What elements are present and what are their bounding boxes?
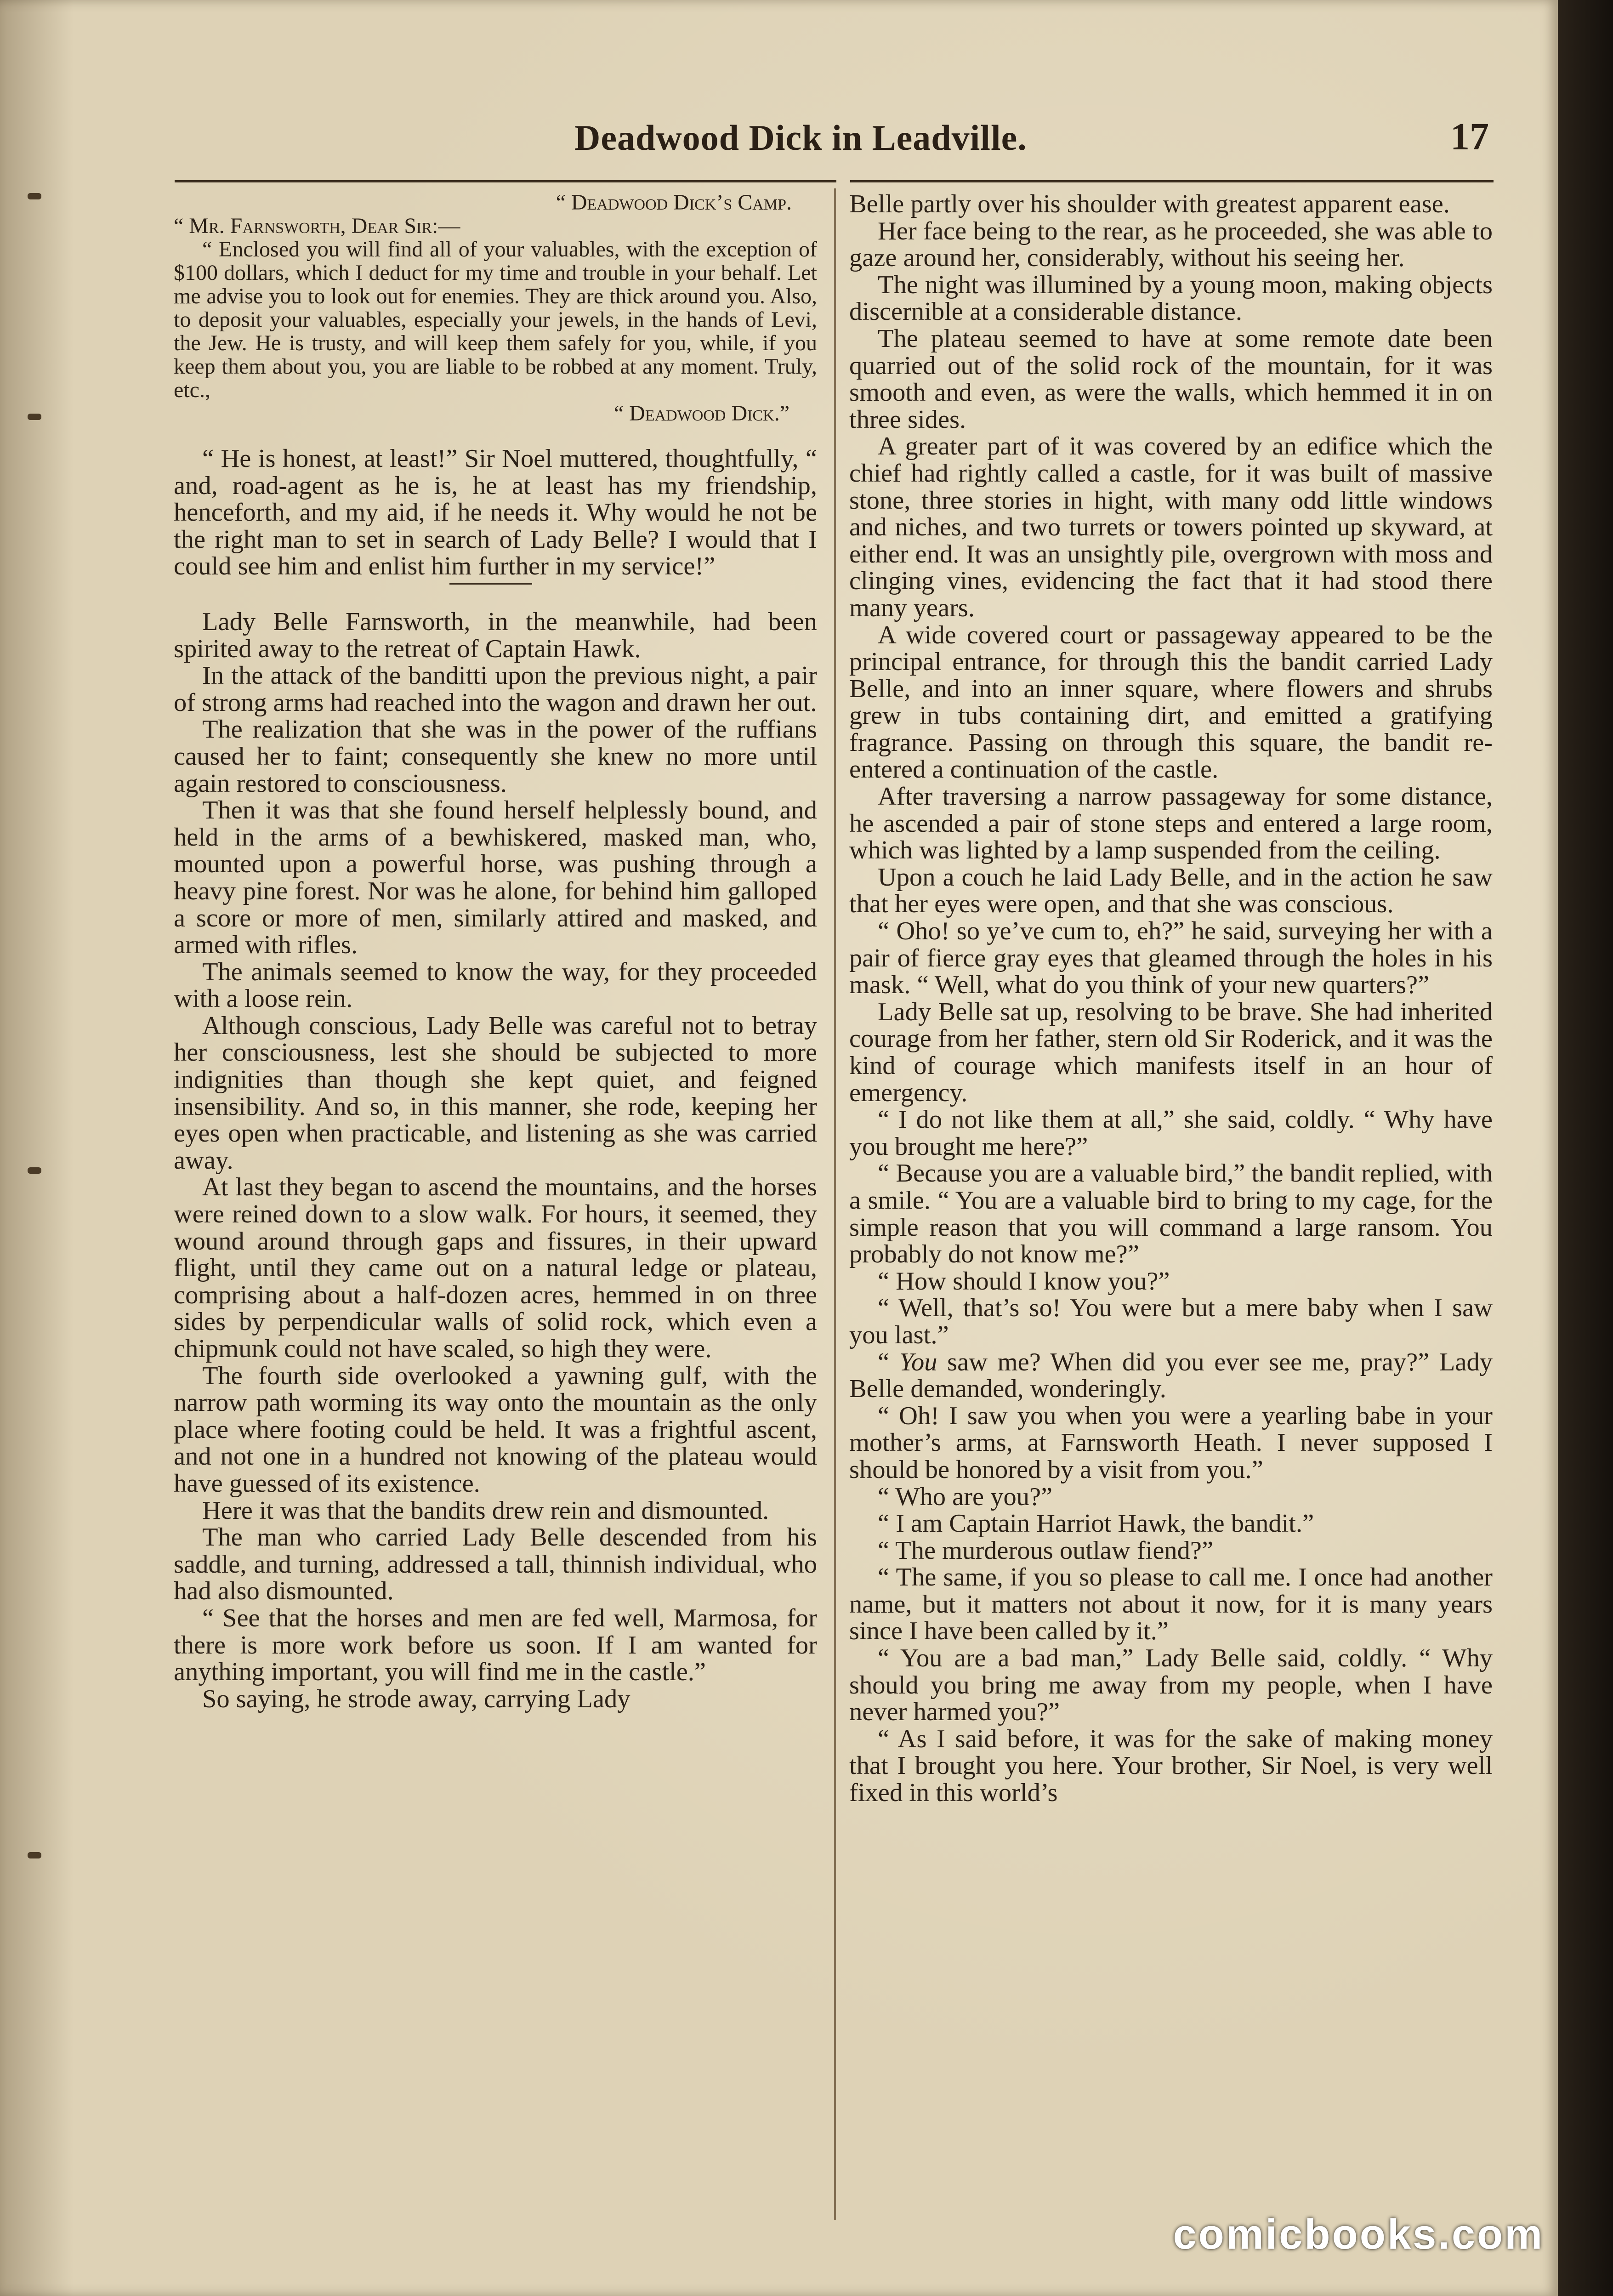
paragraph: The plateau seemed to have at some remote date been quarried out of the solid rock of the mountain, for it was smooth and even, as were the walls, which hemmed it in on three sides.: [849, 324, 1493, 434]
paragraph: “ Who are you?”: [878, 1482, 1053, 1511]
paragraph: The man who carried Lady Belle descended from his saddle, and turning, addressed a tall, thinnish individual, who had also dismounted.: [174, 1523, 817, 1606]
paragraph: Her face being to the rear, as he proceeded, she was able to gaze around her, considerably, without his seeing her.: [849, 216, 1493, 273]
paragraph: “ Oho! so ye’ve cum to, eh?” he said, surveying her with a pair of fierce gray eyes that gleamed through the holes in his mask. “ Well, what do you think of your new quarters?”: [849, 917, 1493, 1000]
page-number: 17: [1450, 115, 1489, 158]
right-column: [849, 191, 1493, 1807]
paragraph: The realization that she was in the power of the ruffians caused her to faint; consequently she knew no more until again restored to consciousness.: [174, 715, 817, 798]
binding-stain: [28, 414, 41, 420]
paragraph: Lady Belle sat up, resolving to be brave. She had inherited courage from her father, stern old Sir Roderick, and it was the kind of courage which manifests itself in an hour of emergency.: [849, 997, 1493, 1107]
paragraph-text: “: [878, 1347, 899, 1376]
watermark: comicbooks.com: [1173, 2211, 1544, 2258]
header-rule-left: [175, 180, 836, 182]
paragraph: So saying, he strode away, carrying Lady: [202, 1684, 630, 1713]
paragraph: [849, 1349, 1493, 1403]
paragraph: At last they began to ascend the mountains, and the horses were reined down to a slow walk. For hours, it seemed, they wound around through gaps and fissures, in their upward flight, until they came out on a natural ledge or plateau, comprising about a half-dozen acres, hemmed in on three sides by perpendicular walls of solid rock, which even a chipmunk could not have scaled, so high they were.: [174, 1173, 817, 1363]
binding-stain: [28, 1167, 41, 1174]
paragraph: The fourth side overlooked a yawning gulf, with the narrow path worming its way onto the mountain as the only place where footing could be held. It was a frightful ascent, and not one in a hundred not knowing of the plateau would have guessed of its existence.: [174, 1361, 817, 1498]
paragraph: After traversing a narrow passageway for some distance, he ascended a pair of stone steps and entered a large room, which was lighted by a lamp suspended from the ceiling.: [849, 782, 1493, 865]
paragraph: “ You are a bad man,” Lady Belle said, coldly. “ Why should you bring me away from my people, when I have never harmed you?”: [849, 1644, 1493, 1727]
letter-salutation: “ Mr. Farnsworth, Dear Sir:—: [174, 214, 460, 238]
paragraph: Although conscious, Lady Belle was careful not to betray her consciousness, lest she should be subjected to more indignities than though she kept quiet, and feigned insensibility. And so, in this manner, she rode, keeping her eyes open when practicable, and listening as she was carried away.: [174, 1011, 817, 1175]
paragraph: “ Oh! I saw you when you were a yearling babe in your mother’s arms, at Farnsworth Heath. I never supposed I should be honored by a visit from you.”: [849, 1401, 1493, 1484]
letter-heading: “ Deadwood Dick’s Camp.: [556, 190, 792, 215]
paragraph: “ The murderous outlaw fiend?”: [878, 1536, 1214, 1565]
paragraph: A greater part of it was covered by an edifice which the chief had rightly called a castle, for it was built of massive stone, three stories in hight, with many odd little windows and niches, and two turrets or towers pointed up skyward, at either end. It was an unsightly pile, overgrown with moss and clinging vines, evidencing the fact that it had stood there many years.: [849, 432, 1493, 622]
paragraph: Belle partly over his shoulder with greatest apparent ease.: [849, 190, 1450, 218]
scan-border: [1558, 0, 1613, 2296]
left-column: [174, 191, 817, 1712]
paragraph: Lady Belle Farnsworth, in the meanwhile, had been spirited away to the retreat of Captain Hawk.: [174, 607, 817, 663]
letter-body: “ Enclosed you will find all of your valuables, with the exception of $100 dollars, which I deduct for my time and trouble in your behalf. Let me advise you to look out for enemies. They are thick around you. Also, to deposit your valuables, especially your jewels, in the hands of Levi, the Jew. He is trusty, and will keep them safely for you, while, if you keep them about you, you are liable to be robbed at any moment. Truly, etc.,: [174, 237, 817, 402]
paragraph: “ How should I know you?”: [878, 1267, 1170, 1296]
running-title: Deadwood Dick in Leadville.: [574, 118, 1027, 158]
paragraph: The night was illumined by a young moon, making objects discernible at a considerable distance.: [849, 270, 1493, 326]
paragraph: Here it was that the bandits drew rein and dismounted.: [202, 1496, 769, 1525]
column-divider: [834, 188, 836, 2220]
paragraph: Then it was that she found herself helplessly bound, and held in the arms of a bewhiskered, masked man, who, mounted upon a powerful horse, was pushing through a heavy pine forest. Nor was he alone, for behind him galloped a score or more of men, similarly attired and masked, and armed with rifles.: [174, 796, 817, 960]
paragraph: “ He is honest, at least!” Sir Noel muttered, thoughtfully, “ and, road-agent as he is, he at least has my friendship, henceforth, and my aid, if he needs it. Why would he not be the right man to set in search of Lady Belle? I would that I could see him and enlist him further in my service!”: [174, 444, 817, 581]
header-rule: [175, 179, 1498, 184]
emphasis: You: [899, 1347, 937, 1376]
paragraph: “ As I said before, it was for the sake of making money that I brought you here. Your brother, Sir Noel, is very well fixed in this world’s: [849, 1724, 1493, 1807]
paragraph: Upon a couch he laid Lady Belle, and in the action he saw that her eyes were open, and that she was conscious.: [849, 863, 1493, 919]
binding-gutter: [18, 0, 55, 2296]
paragraph: “ Because you are a valuable bird,” the bandit replied, with a smile. “ You are a valuable bird to bring to my cage, for the simple reason that you will command a large ransom. You probably do not know me?”: [849, 1159, 1493, 1269]
spacer: [174, 425, 817, 445]
page-header: [175, 117, 1503, 168]
paragraph: “ Well, that’s so! You were but a mere baby when I saw you last.”: [849, 1294, 1493, 1349]
letter-signature: “ Deadwood Dick.”: [613, 401, 789, 426]
binding-stain: [28, 1852, 41, 1858]
binding-stain: [28, 193, 41, 199]
paragraph: A wide covered court or passageway appeared to be the principal entrance, for through this the bandit carried Lady Belle, and into an inner square, where flowers and shrubs grew in tubs containing dirt, and emitted a gratifying fragrance. Passing on through this square, the bandit re-entered a continuation of the castle.: [849, 620, 1493, 784]
paragraph-text: saw me? When did you ever see me, pray?” Lady Belle demanded, wonderingly.: [849, 1347, 1493, 1404]
paragraph: “ The same, if you so please to call me. I once had another name, but it matters not about it now, for it is many years since I have been called by it.”: [849, 1563, 1493, 1646]
paragraph: The animals seemed to know the way, for they proceeded with a loose rein.: [174, 957, 817, 1013]
paragraph: “ See that the horses and men are fed well, Marmosa, for there is more work before us soon. If I am wanted for anything important, you will find me in the castle.”: [174, 1603, 817, 1687]
paragraph: In the attack of the banditti upon the previous night, a pair of strong arms had reached into the wagon and drawn her out.: [174, 661, 817, 717]
paragraph: “ I do not like them at all,” she said, coldly. “ Why have you brought me here?”: [849, 1105, 1493, 1161]
letter-block: [174, 191, 817, 425]
header-rule-right: [850, 180, 1494, 182]
section-rule: [449, 583, 532, 585]
paragraph: “ I am Captain Harriot Hawk, the bandit.”: [878, 1509, 1314, 1538]
